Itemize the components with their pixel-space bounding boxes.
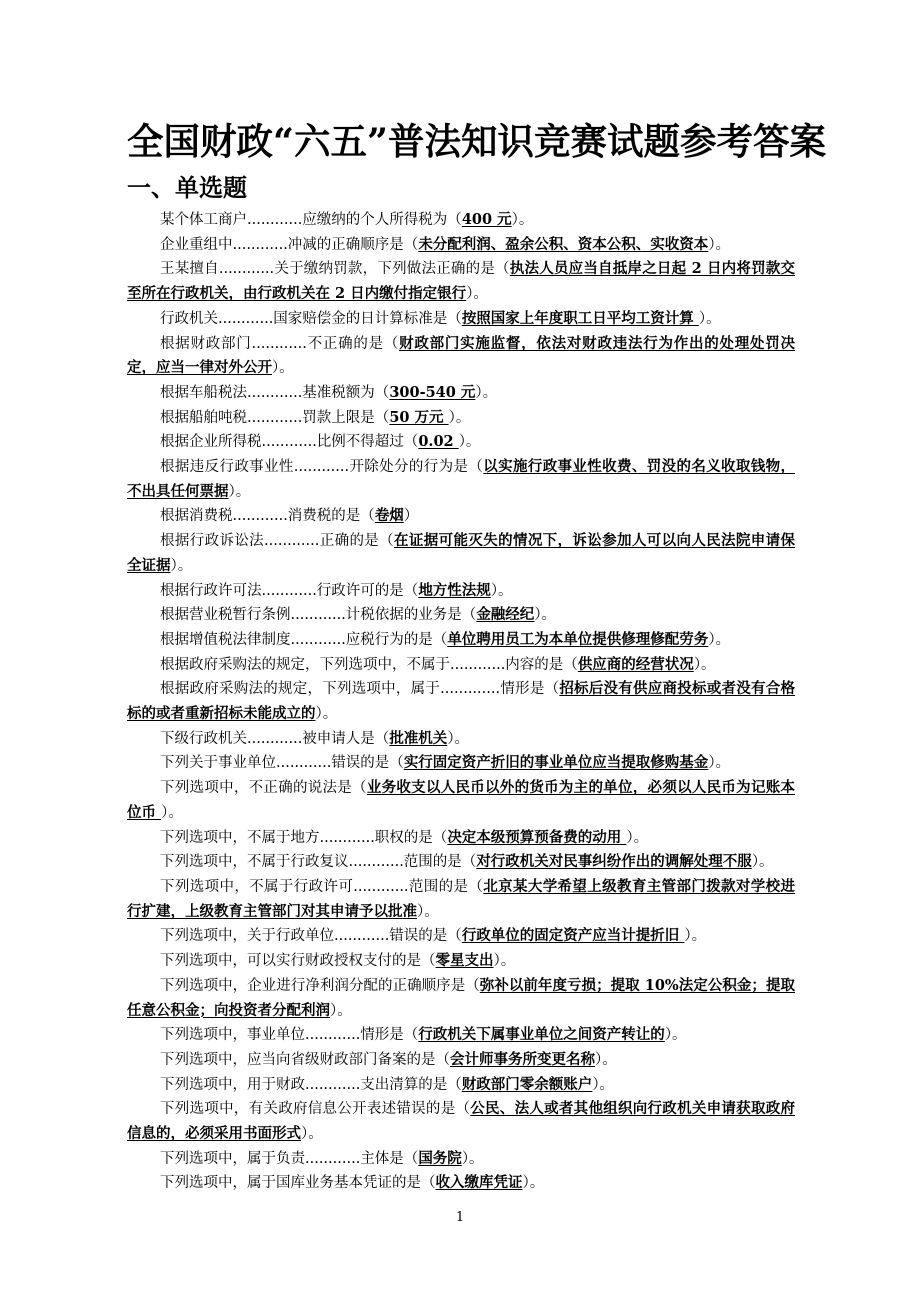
question-suffix: ）。 (466, 286, 488, 303)
page-number: 1 (455, 1210, 465, 1225)
answer-text: 对行政机关对民事纠纷作出的调解处理不服 (476, 853, 752, 871)
question-text: 下列选项中，不属于行政许可............范围的是（ (160, 878, 484, 895)
question-text: 下列选项中，不属于地方............职权的是（ (160, 829, 448, 846)
question-suffix: ） (403, 508, 419, 525)
question-item (127, 1097, 795, 1146)
question-text: 下列选项中，可以实行财政授权支付的是（ (160, 953, 436, 970)
question-suffix: ）。 (461, 1150, 484, 1167)
question-text: 下列选项中，属于国库业务基本凭证的是（ (160, 1175, 436, 1192)
question-text: 王某擅自............关于缴纳罚款，下列做法正确的是（ (160, 261, 510, 278)
answer-text: 0.02 (418, 433, 459, 451)
question-item (127, 257, 795, 306)
question-text: 下级行政机关............被申请人是（ (160, 730, 390, 747)
question-suffix: ）。 (475, 384, 498, 401)
question-suffix: ）。 (751, 854, 774, 871)
answer-text: 招标后没有供应商投标或者没有合格标的或者重新招标未能成立的 (127, 680, 795, 723)
question-text: 根据行政许可法............行政许可的是（ (160, 582, 419, 599)
question-text: 根据违反行政事业性............开除处分的行为是（ (160, 459, 484, 476)
answer-text: 财政部门零余额账户 (461, 1075, 593, 1093)
question-text: 根据消费税............消费税的是（ (160, 508, 375, 525)
question-suffix: ）。 (693, 656, 716, 673)
question-text: 下列选项中，属于负责............主体是（ (160, 1150, 419, 1167)
question-item (127, 628, 795, 653)
question-suffix: ）。 (664, 1027, 687, 1044)
question-suffix: ）。 (272, 360, 294, 377)
question-suffix: ）。 (228, 483, 251, 500)
question-text: 下列选项中，用于财政............支出清算的是（ (160, 1076, 462, 1093)
question-text: 根据行政诉讼法............正确的是（ (160, 533, 395, 550)
answer-text: 金融经纪 (476, 606, 535, 624)
answer-text: 行政单位的固定资产应当计提折旧 (461, 927, 685, 945)
answer-text: 50 万元 (389, 408, 449, 426)
question-item (127, 949, 795, 974)
question-item (127, 381, 795, 406)
question-suffix: ）。 (330, 1002, 352, 1019)
question-item (127, 1023, 795, 1048)
question-suffix: ）。 (301, 1126, 323, 1143)
question-text: 下列关于事业单位............错误的是（ (160, 755, 404, 772)
question-suffix: ）。 (698, 310, 721, 327)
question-text: 下列选项中，不属于行政复议............范围的是（ (160, 854, 477, 871)
question-text: 下列选项中，有关政府信息公开表述错误的是（ (160, 1101, 471, 1118)
question-suffix: ）。 (708, 236, 731, 253)
question-suffix: ）。 (315, 706, 338, 723)
answer-text: 会计师事务所变更名称 (450, 1050, 595, 1068)
question-text: 根据增值税法律制度............应税行为的是（ (160, 631, 448, 648)
question-item (127, 208, 795, 233)
question-suffix: ）。 (592, 1076, 615, 1093)
answer-text: 300-540 元 (389, 383, 476, 401)
question-suffix: ）。 (708, 631, 731, 648)
answer-text: 按照国家上年度职工日平均工资计算 (461, 309, 699, 327)
question-item (127, 307, 795, 332)
question-text: 根据车船税法............基准税额为（ (160, 384, 390, 401)
question-suffix: ）。 (534, 607, 557, 624)
question-item (127, 924, 795, 949)
question-item (127, 529, 795, 578)
answer-text: 实行固定资产折旧的事业单位应当提取修购基金 (403, 754, 709, 772)
question-item (127, 1171, 795, 1196)
question-text: 根据政府采购法的规定，下列选项中，不属于............内容的是（ (160, 656, 578, 673)
question-item (127, 677, 795, 726)
question-text: 根据营业税暂行条例............计税依据的业务是（ (160, 607, 477, 624)
question-item (127, 603, 795, 628)
question-item (127, 406, 795, 431)
question-text: 下列选项中，关于行政单位............错误的是（ (160, 928, 462, 945)
question-text: 企业重组中............冲减的正确顺序是（ (160, 236, 419, 253)
answer-text: 未分配利润、盈余公积、资本公积、实收资本 (418, 235, 709, 253)
question-text: 根据企业所得税............比例不得超过（ (160, 434, 419, 451)
question-text: 下列选项中，不正确的说法是（ (160, 780, 367, 797)
question-item (127, 826, 795, 851)
question-item (127, 579, 795, 604)
question-suffix: ）。 (595, 1051, 617, 1068)
question-suffix: ）。 (708, 755, 731, 772)
section-heading: 一、单选题 (127, 173, 247, 202)
question-item (127, 1048, 795, 1073)
question-text: 根据船舶吨税............罚款上限是（ (160, 409, 390, 426)
question-item (127, 233, 795, 258)
question-suffix: ）。 (493, 953, 516, 970)
answer-text: 单位聘用员工为本单位提供修理修配劳务 (447, 630, 709, 648)
answer-text: 北京某大学希望上级教育主管部门拨款对学校进行扩建，上级教育主管部门对其申请予以批准 (127, 877, 796, 920)
question-item (127, 776, 795, 825)
question-item (127, 875, 795, 924)
answer-text: 400 元 (461, 211, 512, 228)
question-item (127, 1073, 795, 1098)
question-suffix: ）。 (170, 557, 193, 574)
question-text: 根据财政部门............不正确的是（ (160, 335, 400, 352)
question-text: 下列选项中，企业进行净利润分配的正确顺序是（ (160, 977, 480, 994)
question-text: 根据政府采购法的规定，下列选项中，属于.............情形是（ (160, 681, 560, 698)
question-suffix: ）。 (511, 212, 534, 228)
answer-text: 财政部门实施监督，依法对财政违法行为作出的处理处罚决定，应当一律对外公开 (127, 334, 795, 377)
answer-text: 在证据可能灭失的情况下，诉讼参加人可以向人民法院申请保全证据 (127, 532, 796, 574)
question-suffix: ）。 (522, 1175, 545, 1192)
question-item (127, 332, 795, 381)
question-item (127, 653, 795, 678)
question-item (127, 430, 795, 455)
answer-text: 公民、法人或者其他组织向行政机关申请获取政府信息的，必须采用书面形式 (127, 1100, 795, 1143)
question-suffix: ）。 (417, 903, 439, 920)
question-text: 下列选项中，事业单位............情形是（ (160, 1027, 419, 1044)
question-list (127, 208, 795, 1196)
question-suffix: ）。 (161, 804, 183, 821)
answer-text: 国务院 (418, 1149, 462, 1167)
answer-text: 供应商的经营状况 (577, 655, 694, 673)
document-title: 全国财政“六五”普法知识竞赛试题参考答案 (127, 120, 826, 163)
answer-text: 收入缴库凭证 (435, 1174, 523, 1192)
answer-text: 弥补以前年度亏损；提取 10%法定公积金；提取任意公积金；向投资者分配利润 (127, 976, 795, 1019)
answer-text: 执法人员应当自抵岸之日起 2 日内将罚款交至所在行政机关，由行政机关在 2 日内缴付指定银行 (127, 260, 796, 303)
answer-text: 卷烟 (374, 507, 404, 525)
question-suffix: ）。 (458, 434, 481, 451)
answer-text: 零星支出 (435, 952, 494, 970)
question-item (127, 1147, 795, 1172)
question-suffix: ）。 (490, 582, 513, 599)
question-text: 下列选项中，应当向省级财政部门备案的是（ (160, 1051, 450, 1068)
question-text: 行政机关............国家赔偿金的日计算标准是（ (160, 310, 462, 327)
question-suffix: ）。 (447, 730, 470, 747)
question-suffix: ）。 (626, 829, 649, 846)
question-item (127, 504, 795, 529)
question-item (127, 850, 795, 875)
question-suffix: ）。 (448, 409, 471, 426)
answer-text: 业务收支以人民币以外的货币为主的单位，必须以人民币为记账本位币 (127, 779, 796, 821)
question-item (127, 751, 795, 776)
answer-text: 以实施行政事业性收费、罚没的名义收取钱物，不出具任何票据 (127, 458, 796, 500)
question-item (127, 455, 795, 504)
answer-text: 地方性法规 (418, 581, 491, 599)
answer-text: 决定本级预算预备费的动用 (447, 828, 627, 846)
answer-text: 批准机关 (389, 729, 448, 747)
answer-text: 行政机关下属事业单位之间资产转让的 (418, 1026, 665, 1044)
question-text: 某个体工商户............应缴纳的个人所得税为（ (160, 212, 462, 228)
question-item (127, 974, 795, 1023)
question-suffix: ）。 (684, 928, 707, 945)
question-item (127, 727, 795, 752)
